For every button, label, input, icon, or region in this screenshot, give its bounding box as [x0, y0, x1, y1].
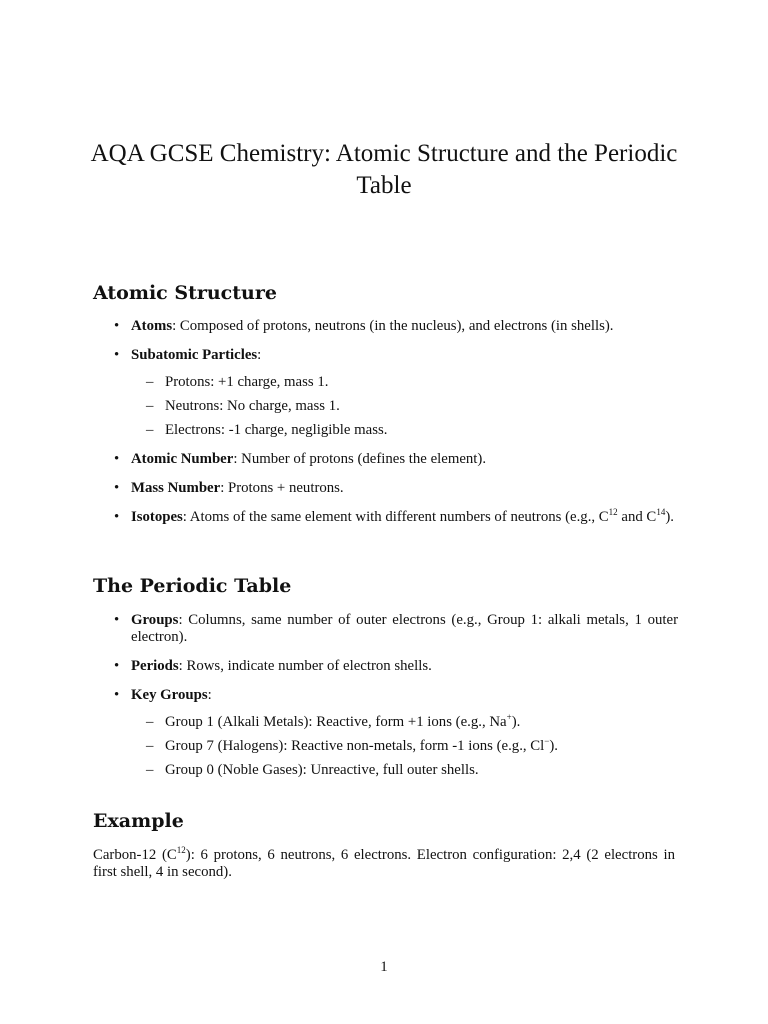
term-isotopes: Isotopes [131, 509, 183, 525]
sub-item-group-7 [146, 738, 678, 755]
definition-mass-number: : Protons + neutrons. [220, 480, 344, 496]
sub-item-group-0 [146, 762, 678, 779]
section-heading-atomic-structure: Atomic Structure [93, 282, 277, 304]
definition-key-groups: : [207, 687, 212, 703]
term-subatomic-particles: Subatomic Particles [131, 347, 258, 363]
list-item-periods [112, 658, 678, 675]
sub-item-group-1 [146, 714, 678, 731]
superscript-na-charge: + [506, 712, 512, 722]
list-item-groups [112, 612, 678, 646]
definition-isotopes-part3: ). [665, 509, 674, 525]
definition-periods: : Rows, indicate number of electron shells. [178, 658, 432, 674]
definition-isotopes-part2: and C [617, 509, 657, 525]
subatomic-particles-sublist [146, 374, 678, 439]
group-1-text: Group 1 (Alkali Metals): Reactive, form +1 ions (e.g., Na [165, 714, 507, 730]
periodic-table-list [112, 612, 678, 791]
example-text-part2: ): 6 protons, 6 neutrons, 6 electrons. Electron configuration: 2,4 (2 electrons in first shell, 4 in second). [93, 847, 676, 880]
page-number: 1 [380, 959, 388, 975]
list-item-mass-number [112, 480, 678, 497]
group-0-text: Group 0 (Noble Gases): Unreactive, full outer shells. [165, 762, 479, 778]
term-key-groups: Key Groups [131, 687, 208, 703]
term-groups: Groups [131, 612, 179, 628]
definition-groups: : Columns, same number of outer electrons (e.g., Group 1: alkali metals, 1 outer electron). [131, 612, 678, 645]
definition-isotopes-part1: : Atoms of the same element with different numbers of neutrons (e.g., C [182, 509, 609, 525]
definition-subatomic-particles: : [257, 347, 262, 363]
term-mass-number: Mass Number [131, 480, 221, 496]
group-1-closing: ). [511, 714, 521, 730]
group-7-closing: ). [549, 738, 559, 754]
section-heading-example: Example [93, 810, 184, 832]
term-atoms: Atoms [131, 318, 173, 334]
list-item-subatomic-particles [112, 347, 678, 439]
superscript-c12: 12 [608, 507, 618, 517]
document-title: AQA GCSE Chemistry: Atomic Structure and the Periodic Table [90, 140, 678, 199]
example-paragraph [93, 847, 675, 881]
term-periods: Periods [131, 658, 179, 674]
section-heading-periodic-table: The Periodic Table [93, 575, 292, 597]
term-atomic-number: Atomic Number [131, 451, 234, 467]
superscript-c14: 14 [656, 507, 666, 517]
list-item-key-groups [112, 687, 678, 779]
list-item-atomic-number [112, 451, 678, 468]
definition-atomic-number: : Number of protons (defines the element). [233, 451, 487, 467]
atomic-structure-list [112, 318, 678, 538]
sub-item-electrons: – Electrons: -1 charge, negligible mass. [146, 422, 678, 439]
sub-item-neutrons: – Neutrons: No charge, mass 1. [146, 398, 678, 415]
superscript-example-c12: 12 [176, 845, 186, 855]
example-text-part1: Carbon-12 (C [93, 847, 177, 863]
list-item-atoms [112, 318, 678, 335]
group-7-text: Group 7 (Halogens): Reactive non-metals, form -1 ions (e.g., Cl [165, 738, 545, 754]
list-item-isotopes [112, 509, 678, 526]
definition-atoms: : Composed of protons, neutrons (in the nucleus), and electrons (in shells). [172, 318, 614, 334]
superscript-cl-charge: − [544, 736, 550, 746]
key-groups-sublist [146, 714, 678, 779]
sub-item-protons: – Protons: +1 charge, mass 1. [146, 374, 678, 391]
